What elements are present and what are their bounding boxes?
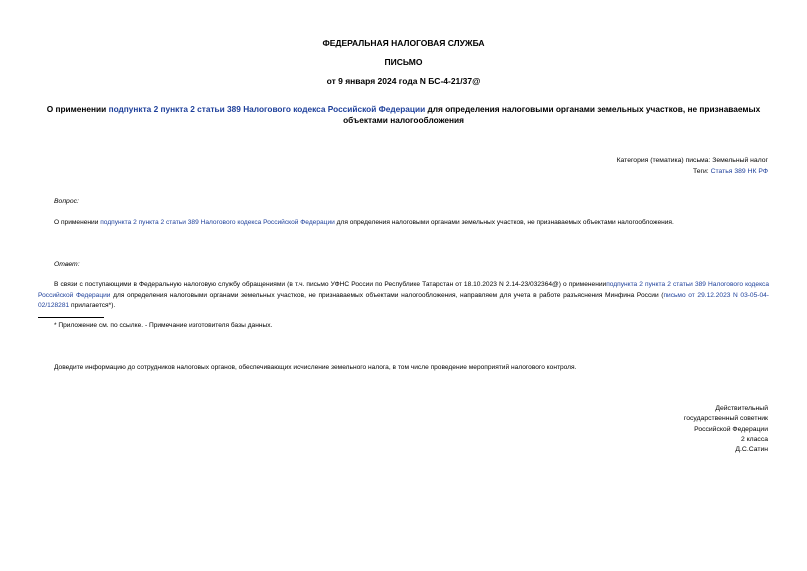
title-suffix: для определения налоговыми органами земельных участков, не признаваемых объектами налогообложения xyxy=(343,104,761,125)
signature-line-2: государственный советник xyxy=(683,415,768,423)
signature-line-3: Российской Федерации xyxy=(694,425,768,433)
footnote: * Приложение см. по ссылке. - Примечание изготовителя базы данных. xyxy=(54,322,273,329)
question-prefix: О применении xyxy=(54,219,101,226)
category-line: Категория (тематика) письма: Земельный налог xyxy=(616,157,768,164)
document-title xyxy=(45,104,762,126)
tags-link[interactable]: Статья 389 НК РФ xyxy=(710,168,768,175)
answer-text-1: В связи с поступающими в Федеральную налоговую службу обращениями (в т.ч. письмо УФНС России по Республике Татарстан от 18.10.2023 N 2.14-23/032364@) о применении xyxy=(54,281,607,288)
answer-label: Ответ: xyxy=(54,261,80,268)
signature-line-4: 2 класса xyxy=(740,435,768,443)
signature-name: Д.С.Сатин xyxy=(735,446,768,454)
document-type: ПИСЬМО xyxy=(384,57,423,67)
question-text xyxy=(54,218,774,229)
footnote-divider xyxy=(38,317,104,318)
answer-text-2: для определения налоговыми органами земельных участков, не признаваемых объектами налогообложения, направляем для учета в работе разъяснения Минфина России ( xyxy=(110,291,664,299)
answer-paragraph-2: Доведите информацию до сотрудников налоговых органов, обеспечивающих исчисление земельного налога, в том числе проведение мероприятий налогового контроля. xyxy=(54,364,577,371)
question-suffix: для определения налоговыми органами земельных участков, не признаваемых объектами налогообложения. xyxy=(334,219,674,226)
signature-line-1: Действительный xyxy=(715,405,768,412)
question-label: Вопрос: xyxy=(54,198,79,205)
document-date-number: от 9 января 2024 года N БС-4-21/37@ xyxy=(326,76,481,86)
answer-text-3: прилагается*). xyxy=(69,302,116,309)
answer-paragraph-1 xyxy=(38,280,769,312)
title-prefix: О применении xyxy=(46,104,109,114)
question-law-link[interactable]: подпункта 2 пункта 2 статьи 389 Налогового кодекса Российской Федерации xyxy=(100,219,335,226)
tags-line xyxy=(693,168,768,175)
tags-label: Теги: xyxy=(692,168,711,175)
agency-name: ФЕДЕРАЛЬНАЯ НАЛОГОВАЯ СЛУЖБА xyxy=(322,38,485,48)
title-law-link[interactable]: подпункта 2 пункта 2 статьи 389 Налогового кодекса Российской Федерации xyxy=(108,104,426,114)
answer-law-link[interactable]: подпункта 2 пункта 2 статьи 389 Налогового кодекса Российской Федерации xyxy=(38,281,769,299)
minfin-letter-link[interactable]: письмо от 29.12.2023 N 03-05-04-02/128281 xyxy=(38,291,769,309)
signature-block xyxy=(628,404,768,455)
